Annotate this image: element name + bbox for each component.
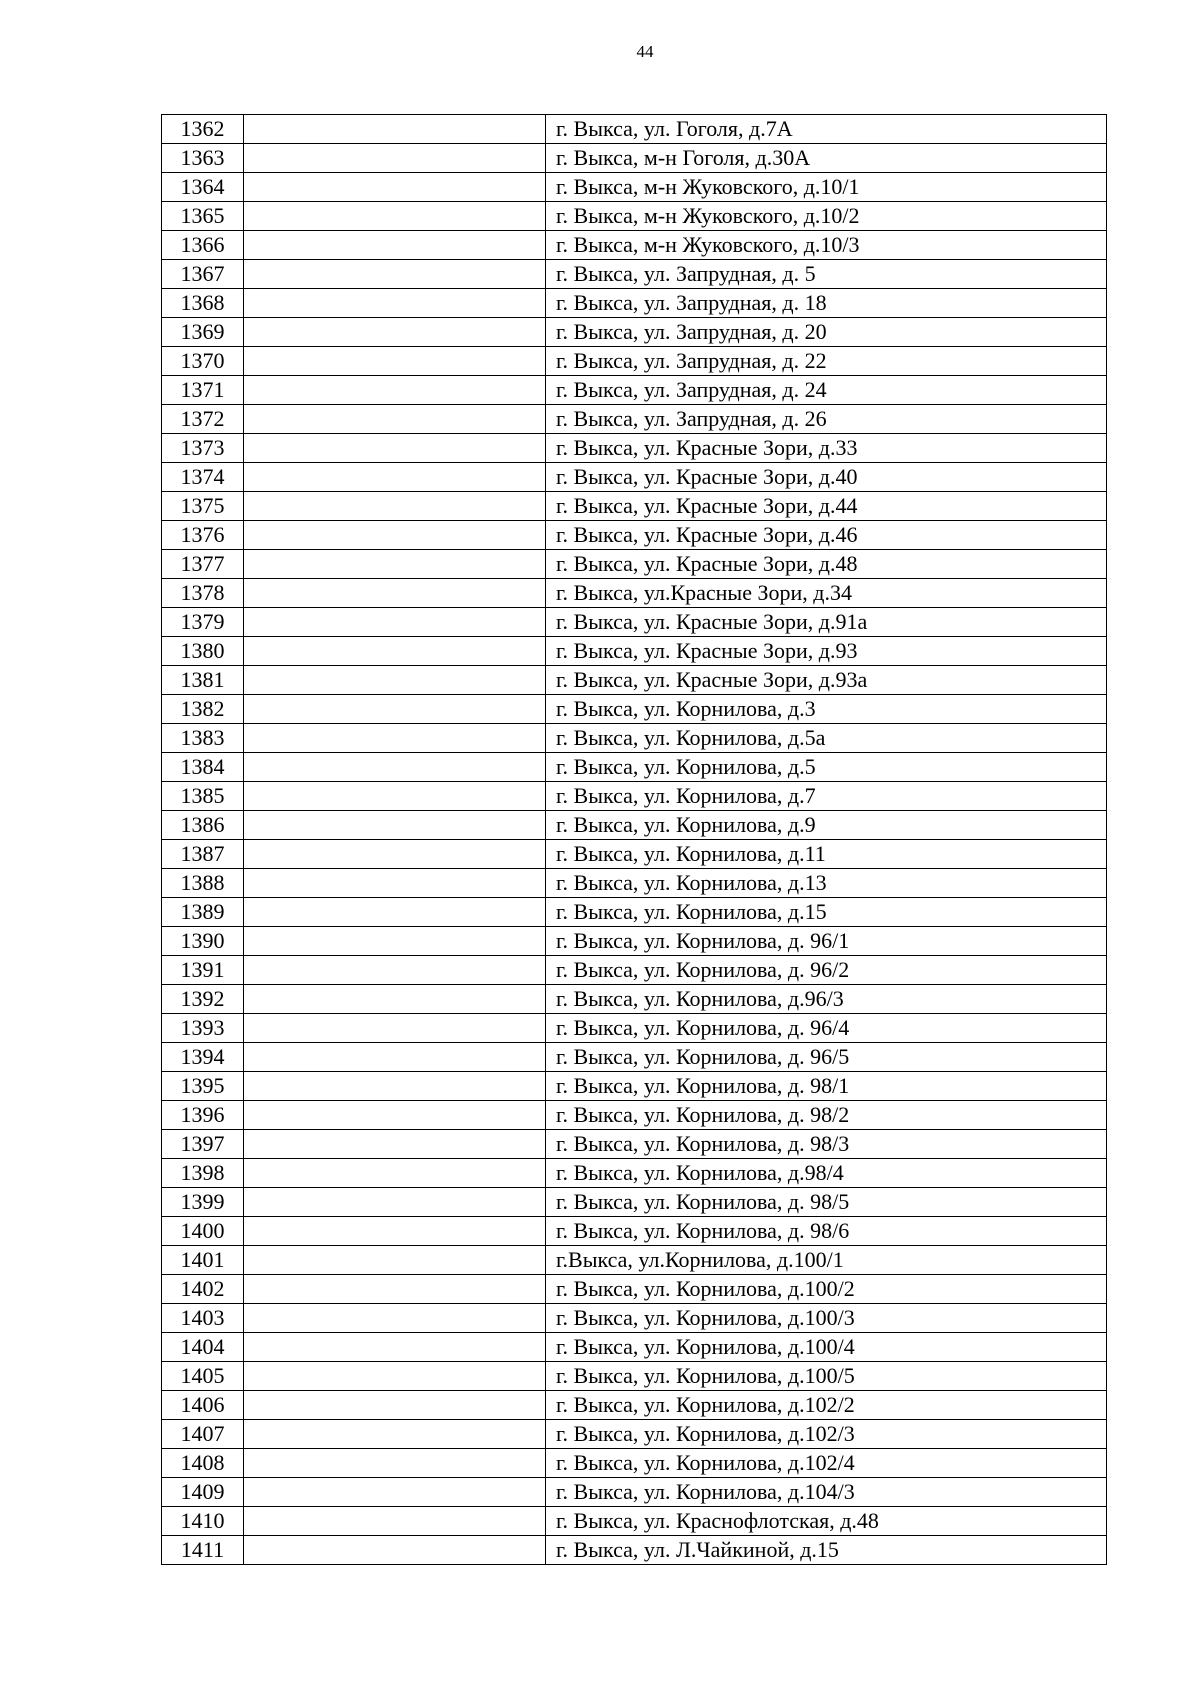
table-row: [162, 695, 1107, 724]
table-row: [162, 1188, 1107, 1217]
row-number-cell: 1373: [162, 434, 244, 463]
empty-cell: [244, 1478, 546, 1507]
table-row: [162, 1275, 1107, 1304]
empty-cell: [244, 1304, 546, 1333]
row-number-cell: 1393: [162, 1014, 244, 1043]
table-row: [162, 434, 1107, 463]
address-cell: г. Выкса, ул. Корнилова, д.5: [546, 753, 1107, 782]
address-table: [161, 114, 1107, 1565]
address-cell: г. Выкса, ул. Красные Зори, д.48: [546, 550, 1107, 579]
address-cell: г. Выкса, ул. Запрудная, д. 24: [546, 376, 1107, 405]
empty-cell: [244, 1246, 546, 1275]
row-number-cell: 1387: [162, 840, 244, 869]
row-number-cell: 1410: [162, 1507, 244, 1536]
row-number-cell: 1406: [162, 1391, 244, 1420]
table-row: [162, 811, 1107, 840]
empty-cell: [244, 753, 546, 782]
table-row: [162, 231, 1107, 260]
table-row: [162, 260, 1107, 289]
empty-cell: [244, 347, 546, 376]
empty-cell: [244, 1159, 546, 1188]
table-row: [162, 289, 1107, 318]
table-row: [162, 1391, 1107, 1420]
empty-cell: [244, 144, 546, 173]
row-number-cell: 1403: [162, 1304, 244, 1333]
table-row: [162, 1536, 1107, 1565]
address-cell: г. Выкса, ул. Красные Зори, д.93: [546, 637, 1107, 666]
row-number-cell: 1400: [162, 1217, 244, 1246]
address-cell: г. Выкса, ул. Корнилова, д. 98/2: [546, 1101, 1107, 1130]
address-cell: г. Выкса, ул. Запрудная, д. 5: [546, 260, 1107, 289]
table-row: [162, 637, 1107, 666]
row-number-cell: 1402: [162, 1275, 244, 1304]
empty-cell: [244, 521, 546, 550]
address-cell: г. Выкса, ул. Корнилова, д. 98/6: [546, 1217, 1107, 1246]
table-row: [162, 115, 1107, 144]
table-row: [162, 1362, 1107, 1391]
row-number-cell: 1404: [162, 1333, 244, 1362]
table-row: [162, 1246, 1107, 1275]
row-number-cell: 1378: [162, 579, 244, 608]
row-number-cell: 1409: [162, 1478, 244, 1507]
row-number-cell: 1394: [162, 1043, 244, 1072]
row-number-cell: 1399: [162, 1188, 244, 1217]
table-row: [162, 1333, 1107, 1362]
address-cell: г. Выкса, ул. Корнилова, д.15: [546, 898, 1107, 927]
table-row: [162, 782, 1107, 811]
empty-cell: [244, 550, 546, 579]
row-number-cell: 1374: [162, 463, 244, 492]
table-row: [162, 1043, 1107, 1072]
table-row: [162, 1217, 1107, 1246]
address-cell: г. Выкса, ул. Корнилова, д.13: [546, 869, 1107, 898]
address-cell: г. Выкса, ул. Гоголя, д.7А: [546, 115, 1107, 144]
empty-cell: [244, 1362, 546, 1391]
address-cell: г. Выкса, м-н Жуковского, д.10/1: [546, 173, 1107, 202]
address-cell: г. Выкса, ул. Корнилова, д.102/4: [546, 1449, 1107, 1478]
table-row: [162, 202, 1107, 231]
empty-cell: [244, 260, 546, 289]
address-cell: г. Выкса, ул. Красные Зори, д.33: [546, 434, 1107, 463]
table-row: [162, 1478, 1107, 1507]
table-row: [162, 608, 1107, 637]
row-number-cell: 1386: [162, 811, 244, 840]
address-cell: г. Выкса, ул. Корнилова, д.100/2: [546, 1275, 1107, 1304]
address-cell: г. Выкса, ул. Корнилова, д.11: [546, 840, 1107, 869]
address-cell: г. Выкса, м-н Жуковского, д.10/2: [546, 202, 1107, 231]
table-row: [162, 869, 1107, 898]
empty-cell: [244, 579, 546, 608]
row-number-cell: 1396: [162, 1101, 244, 1130]
address-cell: г. Выкса, ул. Корнилова, д. 98/1: [546, 1072, 1107, 1101]
table-row: [162, 985, 1107, 1014]
table-row: [162, 347, 1107, 376]
table-row: [162, 1420, 1107, 1449]
empty-cell: [244, 637, 546, 666]
table-row: [162, 492, 1107, 521]
address-cell: г. Выкса, ул. Красные Зори, д.93а: [546, 666, 1107, 695]
row-number-cell: 1397: [162, 1130, 244, 1159]
address-cell: г. Выкса, ул. Запрудная, д. 20: [546, 318, 1107, 347]
empty-cell: [244, 492, 546, 521]
table-row: [162, 840, 1107, 869]
empty-cell: [244, 173, 546, 202]
table-row: [162, 405, 1107, 434]
empty-cell: [244, 927, 546, 956]
table-row: [162, 1159, 1107, 1188]
table-row: [162, 521, 1107, 550]
table-row: [162, 1101, 1107, 1130]
empty-cell: [244, 1072, 546, 1101]
empty-cell: [244, 202, 546, 231]
table-row: [162, 724, 1107, 753]
page-number: 44: [636, 42, 654, 61]
empty-cell: [244, 985, 546, 1014]
address-cell: г. Выкса, ул. Запрудная, д. 18: [546, 289, 1107, 318]
empty-cell: [244, 1275, 546, 1304]
empty-cell: [244, 608, 546, 637]
table-row: [162, 144, 1107, 173]
row-number-cell: 1377: [162, 550, 244, 579]
address-cell: г. Выкса, ул. Корнилова, д.5а: [546, 724, 1107, 753]
row-number-cell: 1384: [162, 753, 244, 782]
address-cell: г. Выкса, м-н Гоголя, д.30А: [546, 144, 1107, 173]
address-cell: г. Выкса, ул. Корнилова, д. 96/5: [546, 1043, 1107, 1072]
address-cell: г. Выкса, ул. Корнилова, д.100/5: [546, 1362, 1107, 1391]
empty-cell: [244, 724, 546, 753]
row-number-cell: 1407: [162, 1420, 244, 1449]
address-cell: г. Выкса, ул. Корнилова, д.102/2: [546, 1391, 1107, 1420]
address-cell: г. Выкса, ул. Красные Зори, д.40: [546, 463, 1107, 492]
table-row: [162, 376, 1107, 405]
address-cell: г. Выкса, ул. Запрудная, д. 26: [546, 405, 1107, 434]
row-number-cell: 1371: [162, 376, 244, 405]
row-number-cell: 1390: [162, 927, 244, 956]
row-number-cell: 1363: [162, 144, 244, 173]
address-cell: г. Выкса, ул. Корнилова, д.3: [546, 695, 1107, 724]
row-number-cell: 1411: [162, 1536, 244, 1565]
empty-cell: [244, 811, 546, 840]
table-row: [162, 318, 1107, 347]
table-row: [162, 898, 1107, 927]
table-row: [162, 173, 1107, 202]
empty-cell: [244, 869, 546, 898]
row-number-cell: 1366: [162, 231, 244, 260]
row-number-cell: 1405: [162, 1362, 244, 1391]
empty-cell: [244, 376, 546, 405]
empty-cell: [244, 666, 546, 695]
row-number-cell: 1389: [162, 898, 244, 927]
address-cell: г. Выкса, ул. Корнилова, д.96/3: [546, 985, 1107, 1014]
empty-cell: [244, 1333, 546, 1362]
empty-cell: [244, 956, 546, 985]
empty-cell: [244, 289, 546, 318]
address-cell: г. Выкса, ул. Корнилова, д. 96/1: [546, 927, 1107, 956]
empty-cell: [244, 840, 546, 869]
table-row: [162, 463, 1107, 492]
address-cell: г. Выкса, ул. Корнилова, д. 96/4: [546, 1014, 1107, 1043]
empty-cell: [244, 434, 546, 463]
address-cell: г. Выкса, ул. Корнилова, д.102/3: [546, 1420, 1107, 1449]
row-number-cell: 1401: [162, 1246, 244, 1275]
table-row: [162, 1014, 1107, 1043]
address-cell: г. Выкса, ул. Корнилова, д. 98/5: [546, 1188, 1107, 1217]
address-cell: г. Выкса, ул. Красные Зори, д.46: [546, 521, 1107, 550]
table-row: [162, 927, 1107, 956]
empty-cell: [244, 1536, 546, 1565]
row-number-cell: 1385: [162, 782, 244, 811]
address-cell: г. Выкса, ул. Корнилова, д.100/4: [546, 1333, 1107, 1362]
row-number-cell: 1375: [162, 492, 244, 521]
row-number-cell: 1362: [162, 115, 244, 144]
table-row: [162, 1507, 1107, 1536]
table-row: [162, 1449, 1107, 1478]
address-cell: г. Выкса, ул.Красные Зори, д.34: [546, 579, 1107, 608]
empty-cell: [244, 695, 546, 724]
address-table-body: [162, 115, 1107, 1565]
address-cell: г. Выкса, ул. Корнилова, д.104/3: [546, 1478, 1107, 1507]
row-number-cell: 1368: [162, 289, 244, 318]
empty-cell: [244, 1130, 546, 1159]
empty-cell: [244, 1101, 546, 1130]
empty-cell: [244, 898, 546, 927]
address-cell: г. Выкса, ул. Корнилова, д.98/4: [546, 1159, 1107, 1188]
row-number-cell: 1379: [162, 608, 244, 637]
empty-cell: [244, 463, 546, 492]
table-row: [162, 1304, 1107, 1333]
address-cell: г. Выкса, ул. Корнилова, д.100/3: [546, 1304, 1107, 1333]
empty-cell: [244, 1188, 546, 1217]
empty-cell: [244, 405, 546, 434]
row-number-cell: 1395: [162, 1072, 244, 1101]
empty-cell: [244, 1391, 546, 1420]
empty-cell: [244, 231, 546, 260]
address-cell: г. Выкса, ул. Краснофлотская, д.48: [546, 1507, 1107, 1536]
empty-cell: [244, 1420, 546, 1449]
row-number-cell: 1369: [162, 318, 244, 347]
row-number-cell: 1367: [162, 260, 244, 289]
row-number-cell: 1365: [162, 202, 244, 231]
row-number-cell: 1376: [162, 521, 244, 550]
row-number-cell: 1383: [162, 724, 244, 753]
table-row: [162, 1130, 1107, 1159]
row-number-cell: 1391: [162, 956, 244, 985]
row-number-cell: 1380: [162, 637, 244, 666]
row-number-cell: 1372: [162, 405, 244, 434]
empty-cell: [244, 1014, 546, 1043]
row-number-cell: 1364: [162, 173, 244, 202]
address-cell: г. Выкса, ул. Корнилова, д. 96/2: [546, 956, 1107, 985]
table-row: [162, 753, 1107, 782]
empty-cell: [244, 1449, 546, 1478]
table-row: [162, 579, 1107, 608]
table-row: [162, 956, 1107, 985]
address-cell: г. Выкса, ул. Л.Чайкиной, д.15: [546, 1536, 1107, 1565]
empty-cell: [244, 1507, 546, 1536]
row-number-cell: 1370: [162, 347, 244, 376]
table-row: [162, 666, 1107, 695]
address-cell: г. Выкса, ул. Корнилова, д.7: [546, 782, 1107, 811]
row-number-cell: 1381: [162, 666, 244, 695]
table-row: [162, 1072, 1107, 1101]
empty-cell: [244, 115, 546, 144]
empty-cell: [244, 1217, 546, 1246]
empty-cell: [244, 782, 546, 811]
row-number-cell: 1392: [162, 985, 244, 1014]
empty-cell: [244, 318, 546, 347]
address-cell: г. Выкса, ул. Корнилова, д. 98/3: [546, 1130, 1107, 1159]
table-row: [162, 550, 1107, 579]
empty-cell: [244, 1043, 546, 1072]
address-cell: г. Выкса, ул. Красные Зори, д.44: [546, 492, 1107, 521]
address-cell: г. Выкса, ул. Красные Зори, д.91а: [546, 608, 1107, 637]
address-cell: г. Выкса, ул. Запрудная, д. 22: [546, 347, 1107, 376]
row-number-cell: 1382: [162, 695, 244, 724]
address-cell: г.Выкса, ул.Корнилова, д.100/1: [546, 1246, 1107, 1275]
row-number-cell: 1408: [162, 1449, 244, 1478]
address-cell: г. Выкса, ул. Корнилова, д.9: [546, 811, 1107, 840]
row-number-cell: 1388: [162, 869, 244, 898]
row-number-cell: 1398: [162, 1159, 244, 1188]
address-cell: г. Выкса, м-н Жуковского, д.10/3: [546, 231, 1107, 260]
